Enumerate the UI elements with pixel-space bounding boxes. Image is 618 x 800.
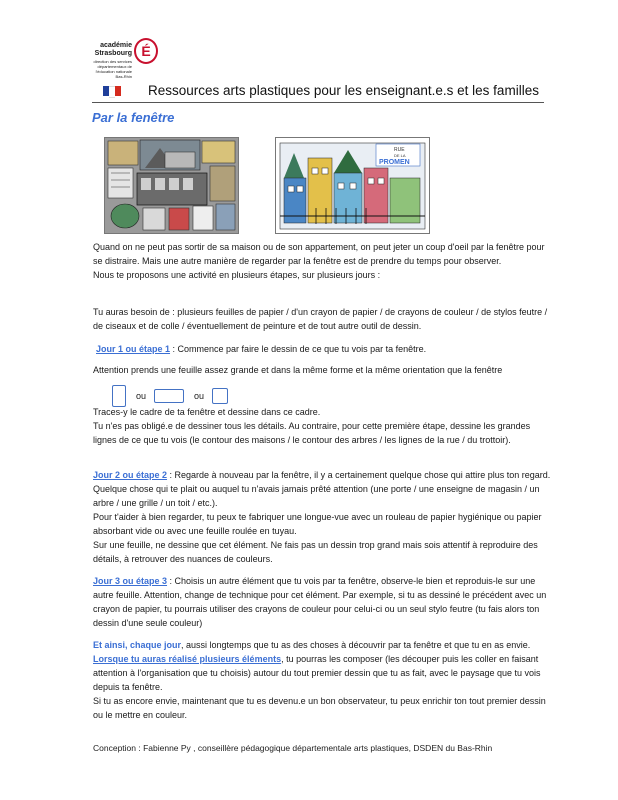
conclusion-block bbox=[93, 638, 553, 722]
collage-illustration bbox=[104, 137, 239, 234]
academie-logo-letter: É bbox=[134, 38, 158, 64]
day1-sheet-instruction: Attention prends une feuille assez grande et dans la même forme et la même orientation que la fenêtre bbox=[93, 365, 503, 375]
day2-text: : Regarde à nouveau par la fenêtre, il y a certainement quelque chose qui attire plus ton regard. Quelque chose qui te plait ou auquel tu n'avais jamais prêté attention (une porte / une enseigne de magasin / un arbre / une grille / un toit / etc.). bbox=[93, 470, 551, 508]
day2-more-2: Sur une feuille, ne dessine que cet élément. Ne fais pas un dessin trop grand mais sois attentif à reproduire des détails, à retrouver des nuances de couleurs. bbox=[93, 540, 538, 564]
day1-after-line1: Traces-y le cadre de ta fenêtre et dessine dans ce cadre. bbox=[93, 407, 321, 417]
conclusion-label-1: Et ainsi, chaque jour bbox=[93, 640, 182, 650]
french-flag-icon bbox=[103, 86, 121, 96]
intro-block bbox=[93, 240, 553, 282]
day3-block bbox=[93, 574, 553, 630]
conclusion-text-3: Si tu as encore envie, maintenant que tu es devenu.e un bon observateur, tu peux enrichir ton tout premier dessin ou le mettre en couleur. bbox=[93, 696, 546, 720]
day2-more-1: Pour t'aider à bien regarder, tu peux te fabriquer une longue-vue avec un rouleau de papier hygiénique ou papier absorbant vide ou avec une feuille roulée en tuyau. bbox=[93, 512, 542, 536]
day1-after-line2: Tu n'es pas obligé.e de dessiner tous les détails. Au contraire, pour cette première étape, dessine les grandes lignes de ce que tu vois (le contour des maisons / le contour des arbres / les lignes de la rue / du trottoir). bbox=[93, 421, 531, 445]
day3-text: : Choisis un autre élément que tu vois par ta fenêtre, observe-le bien et reproduis-le sur une autre feuille. Attention, change de technique pour cet élément. Par exemple, si tu as dessiné le précédent avec un crayon de papier, tu pourrais utiliser des crayons de couleur pour celui-ci ou un seul stylo feutre (tu fais alors ton dessin d'une seule couleur) bbox=[93, 576, 547, 628]
street-drawing-illustration bbox=[275, 137, 430, 234]
day1-text: : Commence par faire le dessin de ce que tu vois par ta fenêtre. bbox=[170, 344, 427, 354]
square-sheet-shape bbox=[212, 388, 228, 404]
sign-text-line2: DE LA bbox=[394, 153, 406, 158]
conclusion-link-2[interactable]: Lorsque tu auras réalisé plusieurs éléments bbox=[93, 654, 282, 664]
day2-link[interactable]: Jour 2 ou étape 2 bbox=[93, 470, 168, 480]
header-divider bbox=[92, 102, 544, 103]
footer-credit: Conception : Fabienne Py , conseillère pédagogique départementale arts plastiques, DSDEN du Bas-Rhin bbox=[93, 743, 493, 753]
sign-text-line3: PROMEN bbox=[379, 159, 410, 166]
or-label-1: ou bbox=[136, 391, 147, 401]
day2-block bbox=[93, 468, 553, 566]
conclusion-text-2: , tu pourras les composer (les découper puis les coller en faisant attention à l'organisation que tu choisis) autour du tout premier dessin que tu as fait, avec le paysage que tu vois depuis ta fenêtre. bbox=[93, 654, 541, 692]
intro-activity: Nous te proposons une activité en plusieurs étapes, sur plusieurs jours : bbox=[93, 270, 381, 280]
academie-logo-subtitle: direction des services départementaux de l'éducation nationale Bas-Rhin bbox=[93, 59, 132, 79]
day1-line bbox=[96, 342, 556, 356]
header-title: Ressources arts plastiques pour les enseignant.e.s et les familles bbox=[148, 83, 539, 98]
intro-paragraph: Quand on ne peut pas sortir de sa maison ou de son appartement, on peut jeter un coup d'oeil par la fenêtre pour se distraire. Mais une autre manière de regarder par la fenêtre est de prendre du temps pour observer. bbox=[93, 242, 545, 266]
portrait-sheet-shape bbox=[112, 385, 126, 407]
day1-link[interactable]: Jour 1 ou étape 1 bbox=[96, 344, 171, 354]
day3-link[interactable]: Jour 3 ou étape 3 bbox=[93, 576, 168, 586]
or-label-2: ou bbox=[194, 391, 205, 401]
page-title: Par la fenêtre bbox=[92, 110, 175, 125]
academie-logo-word: académie Strasbourg bbox=[94, 42, 132, 57]
day1-after-block bbox=[93, 405, 553, 447]
sign-text-line1: RUE bbox=[394, 147, 405, 153]
materials-paragraph: Tu auras besoin de : plusieurs feuilles de papier / d'un crayon de papier / de crayons de couleur / de stylos feutre / de ciseaux et de colle / éventuellement de peinture et de tout autre outil de dessin. bbox=[93, 307, 548, 331]
conclusion-text-1: , aussi longtemps que tu as des choses à découvrir par ta fenêtre et que tu en as envie. bbox=[181, 640, 531, 650]
landscape-sheet-shape bbox=[154, 389, 184, 403]
